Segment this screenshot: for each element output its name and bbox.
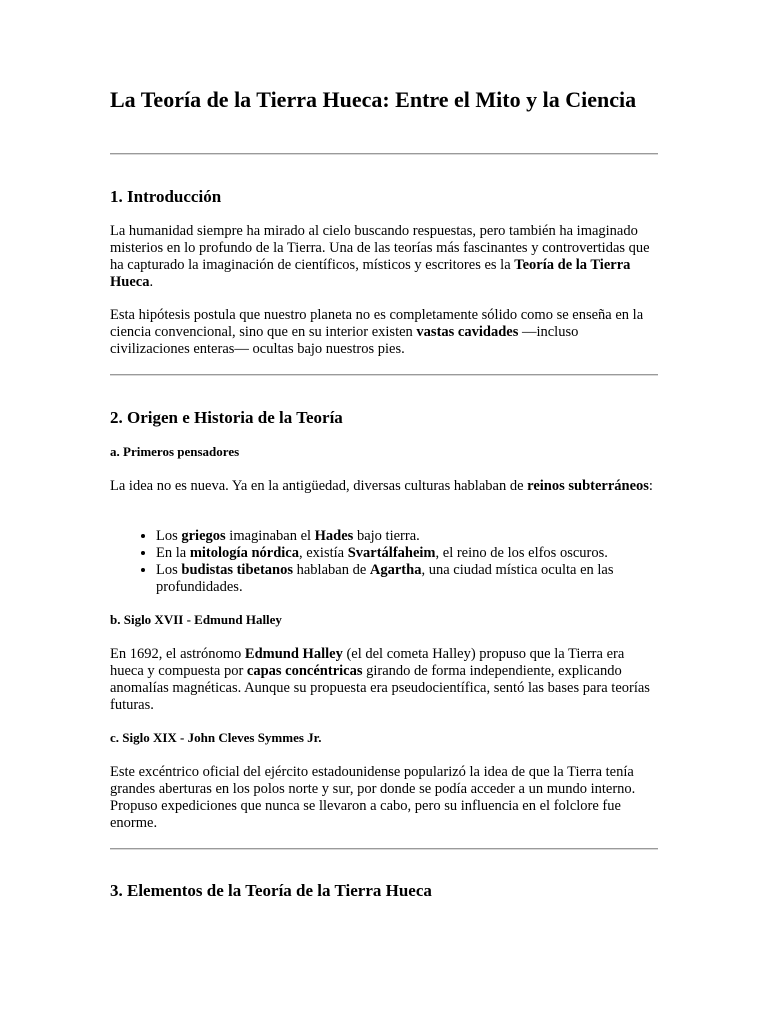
subsection-heading-symmes: c. Siglo XIX - John Cleves Symmes Jr. <box>110 730 322 745</box>
text-span: Los <box>156 528 182 544</box>
symmes-paragraph: Este excéntrico oficial del ejército estadounidense popularizó la idea de que la Tierra tenía grandes aberturas en los polos norte y sur, por donde se podía acceder a un mundo interno. Propuso expediciones que nunca se llevaron a cabo, pero su influencia en el folclore fue enorme. <box>110 764 636 831</box>
intro-paragraph-2 <box>110 307 658 358</box>
text-span: : <box>648 478 653 494</box>
text-span: —incluso civilizaciones enteras— ocultas bajo nuestros pies. <box>110 324 579 357</box>
text-span: imaginaban el <box>225 528 315 544</box>
section-heading-elementos: 3. Elementos de la Teoría de la Tierra Hueca <box>110 881 432 900</box>
cultures-list <box>110 528 658 596</box>
origin-paragraph-1 <box>110 478 658 495</box>
text-span: Los <box>156 562 182 578</box>
bold-term: griegos <box>181 528 226 544</box>
bold-term: Teoría de la Tierra Hueca <box>110 257 631 290</box>
text-span: En la <box>156 545 190 561</box>
list-item <box>156 545 658 562</box>
list-item <box>156 528 658 545</box>
text-span: , una ciudad mística oculta en las profundidades. <box>156 562 614 595</box>
bold-term: capas concéntricas <box>246 663 363 679</box>
text-span: bajo tierra. <box>353 528 420 544</box>
bold-term: budistas tibetanos <box>181 562 293 578</box>
text-span: Esta hipótesis postula que nuestro planeta no es completamente sólido como se enseña en la ciencia convencional, sino que en su interior existen <box>110 307 644 340</box>
text-span: La humanidad siempre ha mirado al cielo buscando respuestas, pero también ha imaginado misterios en lo profundo de la Tierra. Una de las teorías más fascinantes y controvertidas que ha capturado la imaginación de científicos, místicos y escritores es la <box>110 223 650 273</box>
text-span: En 1692, el astrónomo <box>110 646 245 662</box>
text-span: . <box>149 274 154 290</box>
text-span: , existía <box>298 545 348 561</box>
text-span: girando de forma independiente, explicando anomalías magnéticas. Aunque su propuesta era pseudocientífica, sentó las bases para teorías futuras. <box>110 663 650 713</box>
bold-term: reinos subterráneos <box>527 478 649 494</box>
section-heading-introduccion: 1. Introducción <box>110 187 222 206</box>
text-span: La idea no es nueva. Ya en la antigüedad, diversas culturas hablaban de <box>110 478 528 494</box>
bold-term: Agartha <box>369 562 422 578</box>
subsection-heading-halley: b. Siglo XVII - Edmund Halley <box>110 612 282 627</box>
intro-paragraph-1 <box>110 223 658 291</box>
text-span: hablaban de <box>292 562 370 578</box>
divider <box>110 848 658 850</box>
text-span: (el del cometa Halley) propuso que la Tierra era hueca y compuesta por <box>110 646 625 679</box>
subsection-heading-primeros-pensadores: a. Primeros pensadores <box>110 444 240 459</box>
section-heading-origen: 2. Origen e Historia de la Teoría <box>110 408 343 427</box>
bold-term: mitología nórdica <box>189 545 299 561</box>
bold-term: Svartálfaheim <box>347 545 436 561</box>
divider <box>110 374 658 376</box>
bold-term: vastas cavidades <box>416 324 519 340</box>
bold-term: Hades <box>314 528 354 544</box>
text-span: , el reino de los elfos oscuros. <box>435 545 608 561</box>
divider <box>110 153 658 155</box>
halley-paragraph <box>110 646 658 714</box>
list-item <box>156 562 658 596</box>
bold-term: Edmund Halley <box>244 646 343 662</box>
page-title: La Teoría de la Tierra Hueca: Entre el Mito y la Ciencia <box>110 87 637 112</box>
